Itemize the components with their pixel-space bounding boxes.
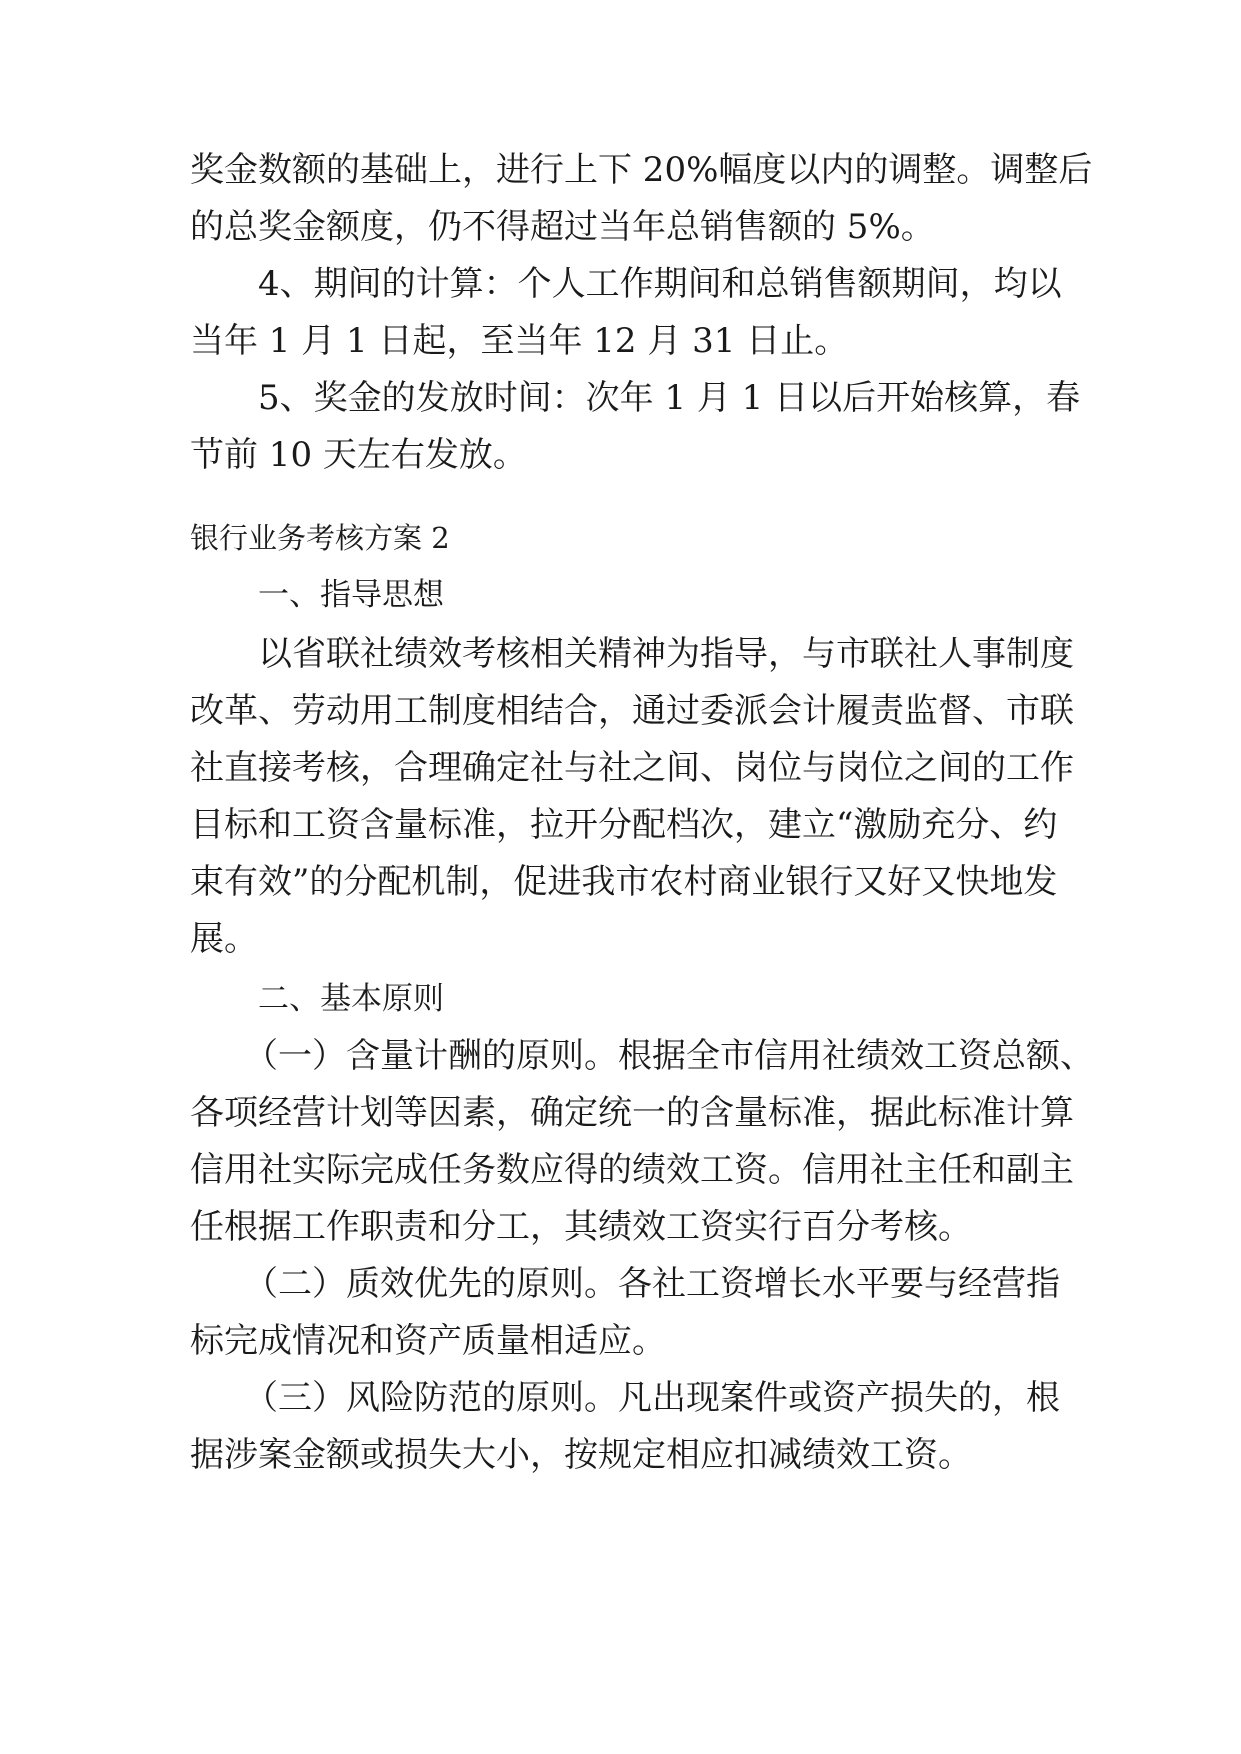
paragraph-line: 4、期间的计算：个人工作期间和总销售额期间，均以 — [258, 264, 1062, 304]
paragraph-line: （二）质效优先的原则。各社工资增长水平要与经营指 — [244, 1264, 1060, 1304]
paragraph-line: 当年 1 月 1 日起，至当年 12 月 31 日止。 — [190, 321, 849, 361]
paragraph-line: 目标和工资含量标准，拉开分配档次，建立“激励充分、约 — [190, 805, 1058, 845]
paragraph-line: 任根据工作职责和分工，其绩效工资实行百分考核。 — [190, 1207, 972, 1247]
document-title: 银行业务考核方案 2 — [190, 521, 450, 555]
paragraph-line: 5、奖金的发放时间：次年 1 月 1 日以后开始核算，春 — [258, 378, 1081, 418]
paragraph-line: 的总奖金额度，仍不得超过当年总销售额的 5%。 — [190, 207, 935, 247]
paragraph-line: 改革、劳动用工制度相结合，通过委派会计履责监督、市联 — [190, 691, 1074, 731]
paragraph-line: （三）风险防范的原则。凡出现案件或资产损失的，根 — [244, 1378, 1060, 1418]
paragraph-line: 束有效”的分配机制，促进我市农村商业银行又好又快地发 — [190, 862, 1058, 902]
paragraph-line: 展。 — [190, 919, 258, 959]
paragraph-line: 据涉案金额或损失大小，按规定相应扣减绩效工资。 — [190, 1435, 972, 1475]
paragraph-line: 以省联社绩效考核相关精神为指导，与市联社人事制度 — [258, 634, 1074, 674]
paragraph-line: （一）含量计酬的原则。根据全市信用社绩效工资总额、 — [244, 1036, 1094, 1076]
section-heading: 二、基本原则 — [258, 981, 444, 1017]
paragraph-line: 信用社实际完成任务数应得的绩效工资。信用社主任和副主 — [190, 1150, 1074, 1190]
paragraph-line: 社直接考核，合理确定社与社之间、岗位与岗位之间的工作 — [190, 748, 1074, 788]
paragraph-line: 各项经营计划等因素，确定统一的含量标准，据此标准计算 — [190, 1093, 1074, 1133]
paragraph-line: 标完成情况和资产质量相适应。 — [190, 1321, 666, 1361]
paragraph-line: 节前 10 天左右发放。 — [190, 435, 527, 475]
section-heading: 一、指导思想 — [258, 577, 444, 613]
paragraph-line: 奖金数额的基础上，进行上下 20%幅度以内的调整。调整后 — [190, 150, 1093, 190]
